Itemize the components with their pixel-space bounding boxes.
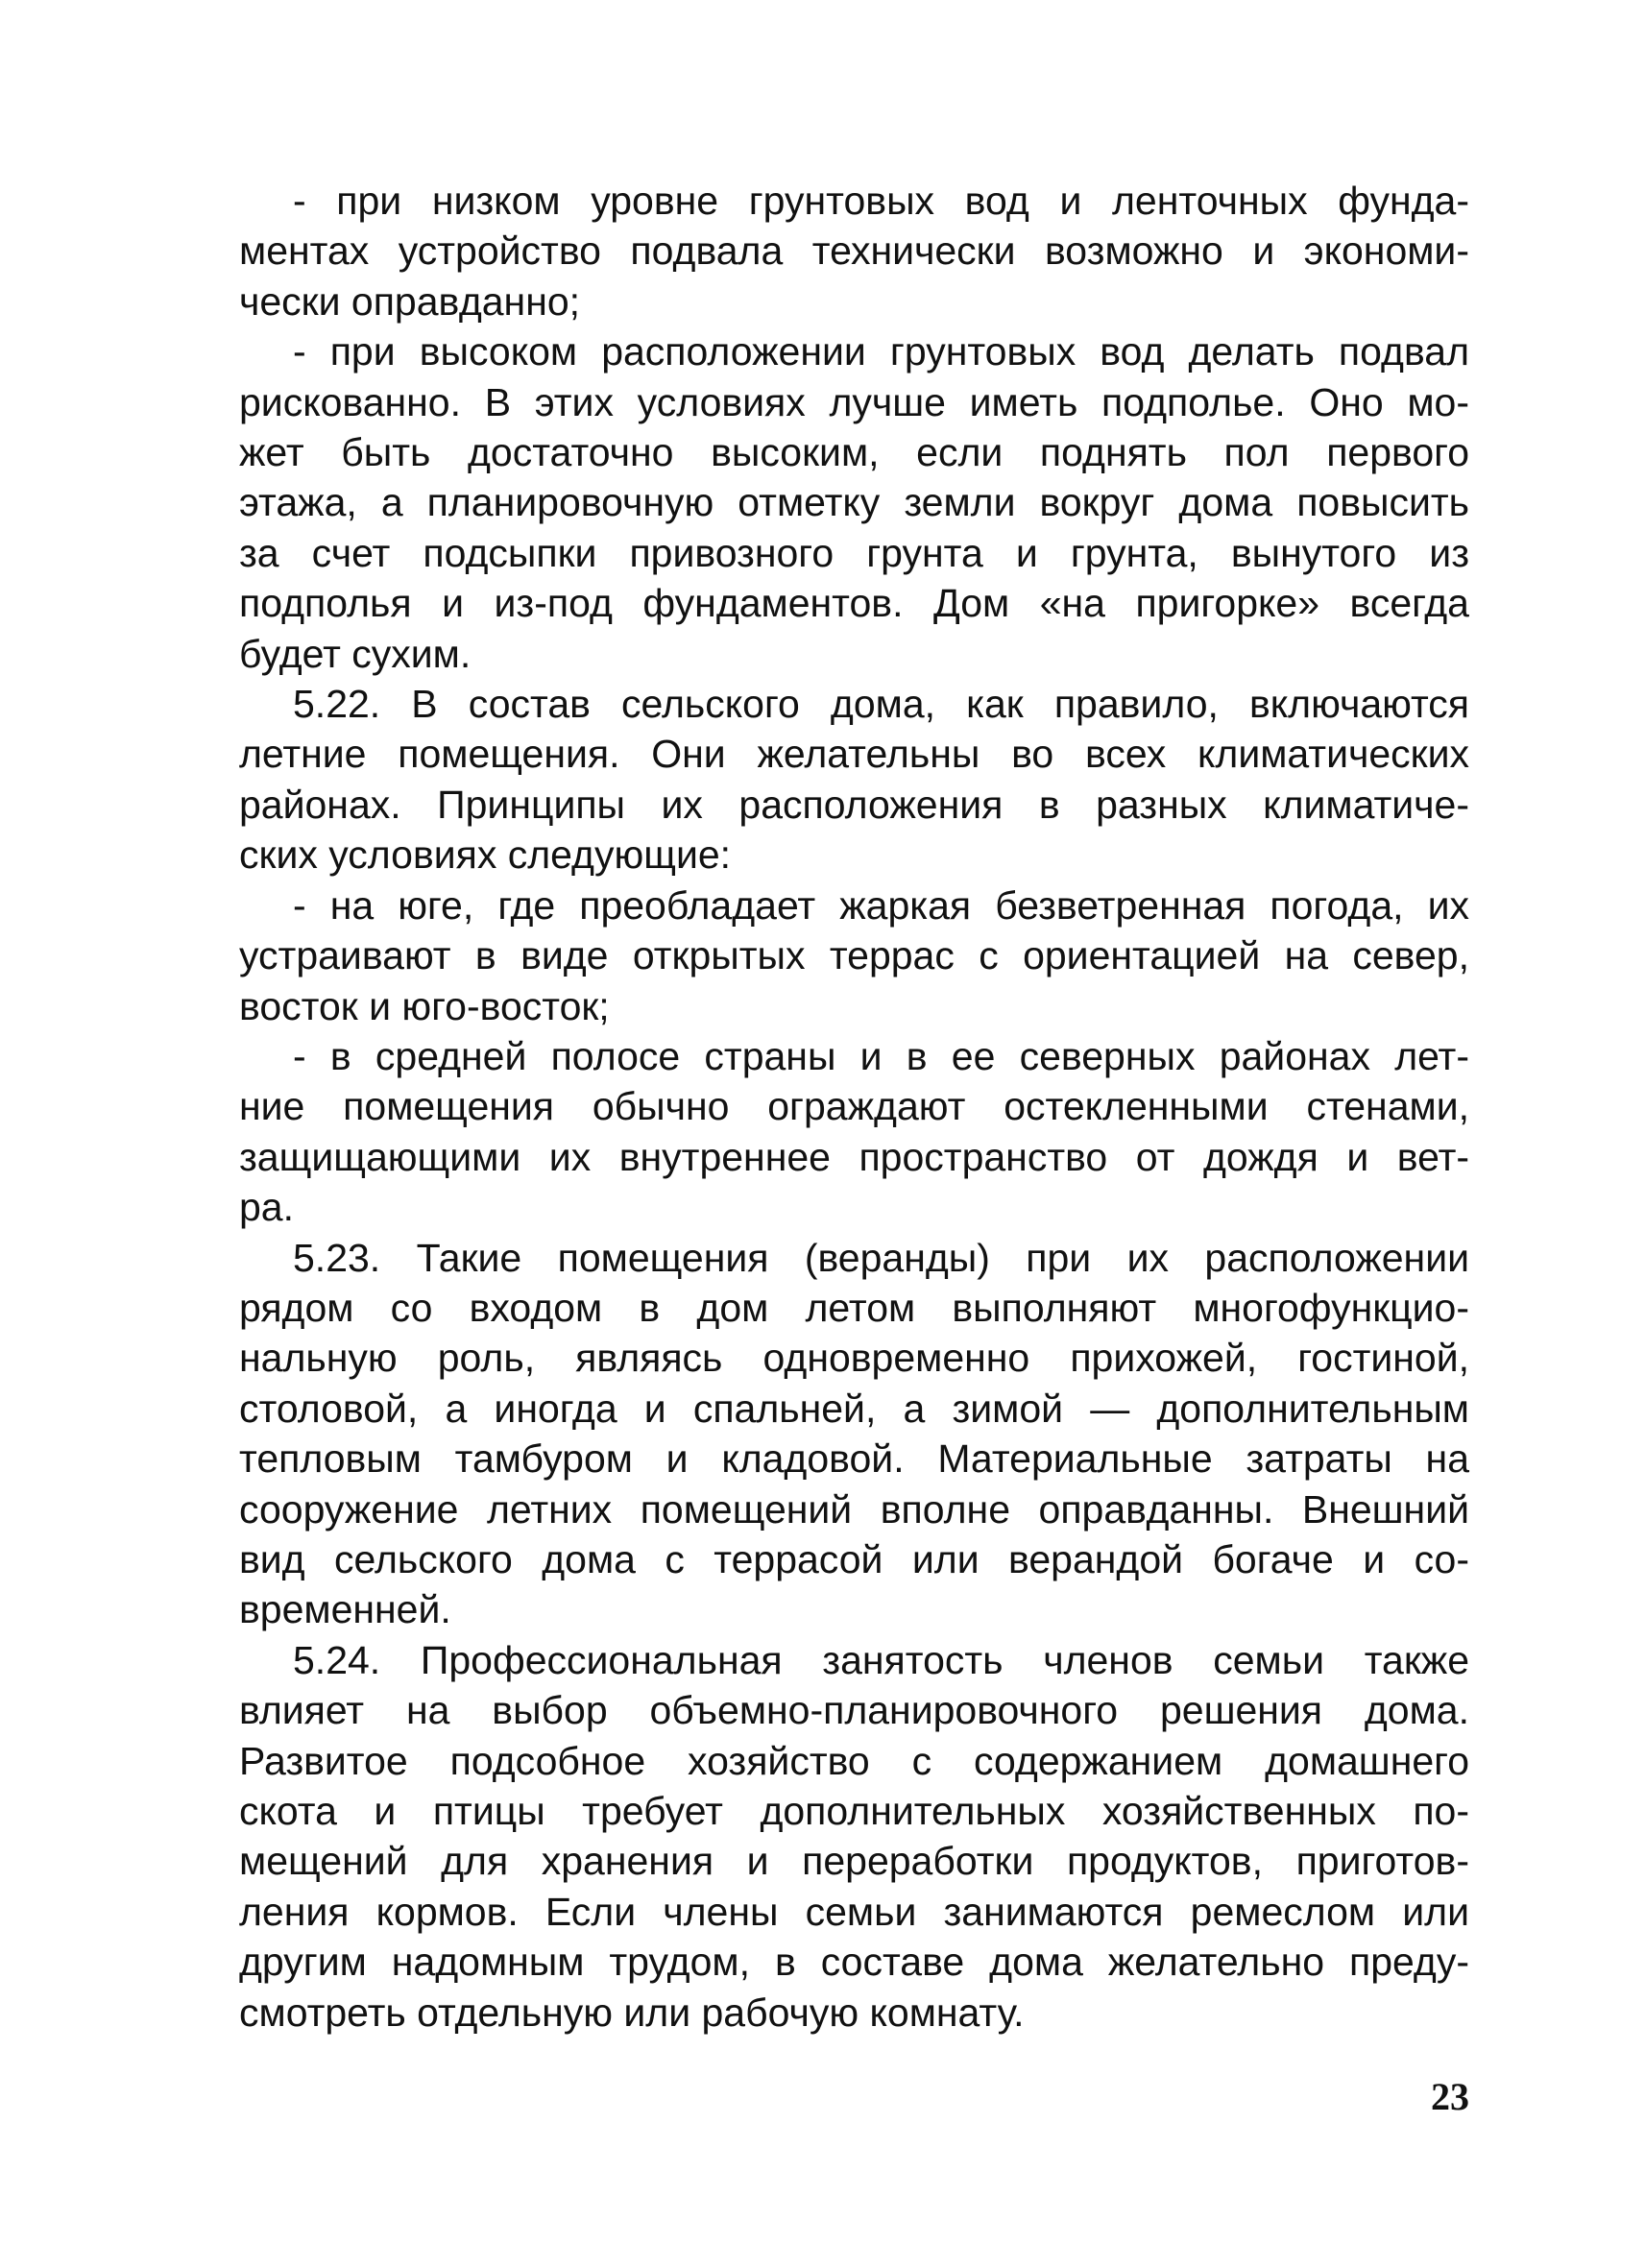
text-line: ние помещения обычно ограждают остекленными стенами, <box>239 1084 1469 1129</box>
text-line: тепловым тамбуром и кладовой. Материальные затраты на <box>239 1436 1469 1482</box>
text-line: 5.22. В состав сельского дома, как правило, включаются <box>293 682 1469 727</box>
text-line: ра. <box>239 1185 294 1230</box>
text-line: этажа, а планировочную отметку земли вокруг дома повысить <box>239 480 1469 525</box>
text-line: ления кормов. Если члены семьи занимаются ремеслом или <box>239 1889 1469 1934</box>
text-line: ских условиях следующие: <box>239 832 732 878</box>
text-line: - при низком уровне грунтовых вод и ленточных фунда- <box>293 179 1469 223</box>
text-line: рядом со входом в дом летом выполняют многофункцио- <box>239 1285 1469 1330</box>
text-line: сооружение летних помещений вполне оправданны. Внешний <box>239 1486 1469 1532</box>
text-line: защищающими их внутреннее пространство от дождя и вет- <box>239 1134 1469 1179</box>
paragraph-5-22 <box>185 679 1469 881</box>
text-line: временней. <box>239 1587 451 1632</box>
text-line: нальную роль, являясь одновременно прихожей, гостиной, <box>239 1336 1469 1381</box>
text-line: - в средней полосе страны и в ее северных районах лет- <box>293 1033 1469 1078</box>
text-line: 5.24. Профессиональная занятость членов семьи также <box>293 1637 1469 1682</box>
text-line: другим надомным трудом, в составе дома желательно преду- <box>239 1940 1469 1985</box>
text-line: 5.23. Такие помещения (веранды) при их расположении <box>293 1235 1469 1280</box>
paragraph-low-groundwater <box>185 176 1469 326</box>
paragraph-middle-zone <box>185 1031 1469 1233</box>
text-line: будет сухим. <box>239 631 472 676</box>
text-line: за счет подсыпки привозного грунта и грунта, вынутого из <box>239 530 1469 575</box>
text-line: ментах устройство подвала технически возможно и экономи- <box>239 229 1469 274</box>
text-line: столовой, а иногда и спальней, а зимой — дополнительным <box>239 1386 1469 1431</box>
paragraph-5-24 <box>185 1635 1469 2038</box>
text-line: Развитое подсобное хозяйство с содержанием домашнего <box>239 1738 1469 1783</box>
text-line: - при высоком расположении грунтовых вод делать подвал <box>293 329 1469 374</box>
text-line: - на юге, где преобладает жаркая безветренная погода, их <box>293 882 1469 928</box>
text-line: подполья и из-под фундаментов. Дом «на пригорке» всегда <box>239 581 1469 626</box>
text-line: рискованно. В этих условиях лучше иметь подполье. Оно мо- <box>239 379 1469 424</box>
text-line: чески оправданно; <box>239 278 581 324</box>
page-number: 23 <box>1431 2075 1469 2118</box>
text-line: влияет на выбор объемно-планировочного решения дома. <box>239 1688 1469 1733</box>
text-line: районах. Принципы их расположения в разных климатиче- <box>239 782 1469 827</box>
text-line: смотреть отдельную или рабочую комнату. <box>239 1990 1025 2035</box>
text-line: устраивают в виде открытых террас с ориентацией на север, <box>239 933 1469 978</box>
text-line: скота и птицы требует дополнительных хозяйственных по- <box>239 1789 1469 1833</box>
paragraph-high-groundwater <box>185 326 1469 679</box>
paragraph-5-23 <box>185 1233 1469 1635</box>
text-line: летние помещения. Они желательны во всех климатических <box>239 732 1469 777</box>
paragraph-south <box>185 881 1469 1031</box>
text-line: жет быть достаточно высоким, если поднять пол первого <box>239 430 1469 475</box>
text-line: восток и юго-восток; <box>239 983 610 1028</box>
body-text <box>185 176 1469 2038</box>
text-line: мещений для хранения и переработки продуктов, приготов- <box>239 1839 1469 1884</box>
text-line: вид сельского дома с террасой или верандой богаче и со- <box>239 1536 1469 1581</box>
